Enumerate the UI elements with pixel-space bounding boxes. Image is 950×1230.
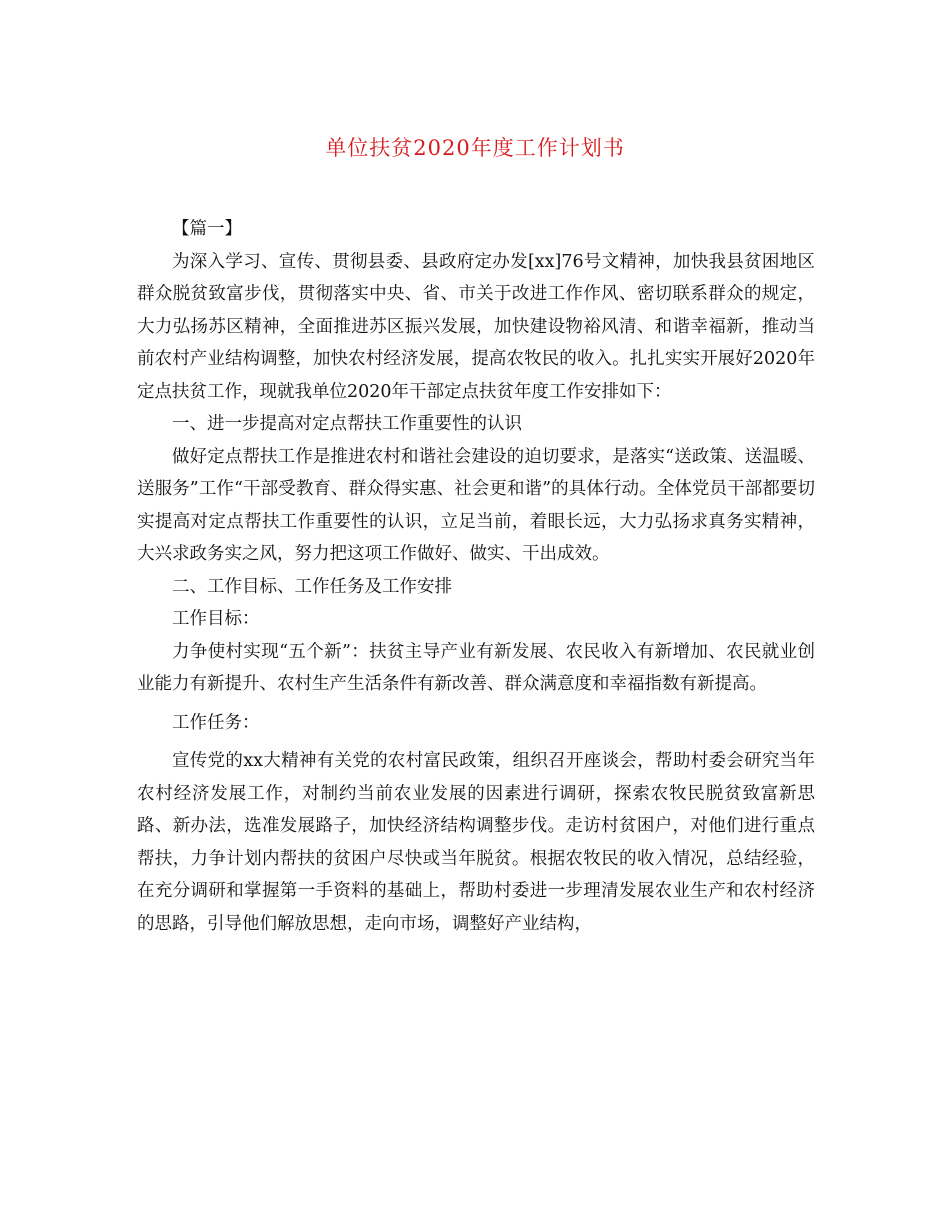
paragraph-goals: 力争使村实现“五个新”：扶贫主导产业有新发展、农民收入有新增加、农民就业创业能力有新提升、农村生产生活条件有新改善、群众满意度和幸福指数有新提高。 [137,641,815,694]
subheading-tasks: 工作任务： [172,712,260,733]
section-heading-part-one: 【篇一】 [172,219,242,239]
section-heading-1: 一、进一步提高对定点帮扶工作重要性的认识 [172,414,522,434]
paragraph-tasks: 宣传党的xx大精神有关党的农村富民政策，组织召开座谈会，帮助村委会研究当年农村经济发展工作，对制约当前农业发展的因素进行调研，探索农牧民脱贫致富新思路、新办法，选准发展路子，加快经济结构调整步伐。走访村贫困户，对他们进行重点帮扶，力争计划内帮扶的贫困户尽快或当年脱贫。根据农牧民的收入情况，总结经验，在充分调研和掌握第一手资料的基础上，帮助村委进一步理清发展农业生产和农村经济的思路，引导他们解放思想，走向市场，调整好产业结构， [137,751,815,934]
document-title: 单位扶贫2020年度工作计划书 [325,136,625,160]
paragraph-importance: 做好定点帮扶工作是推进农村和谐社会建设的迫切要求，是落实“送政策、送温暖、送服务”工作“干部受教育、群众得实惠、社会更和谐”的具体行动。全体党员干部都要切实提高对定点帮扶工作重要性的认识，立足当前，着眼长远，大力弘扬求真务实精神，大兴求政务实之风，努力把这项工作做好、做实、干出成效。 [137,446,815,564]
document-body [137,213,815,940]
subheading-goals: 工作目标： [172,609,260,629]
paragraph-intro: 为深入学习、宣传、贯彻县委、县政府定办发[xx]76号文精神，加快我县贫困地区群众脱贫致富步伐，贯彻落实中央、省、市关于改进工作作风、密切联系群众的规定，大力弘扬苏区精神，全面推进苏区振兴发展，加快建设物裕风清、和谐幸福新，推动当前农村产业结构调整，加快农村经济发展，提高农牧民的收入。扎扎实实开展好2020年定点扶贫工作，现就我单位2020年干部定点扶贫年度工作安排如下： [137,251,815,402]
section-heading-2: 二、工作目标、工作任务及工作安排 [172,576,452,597]
